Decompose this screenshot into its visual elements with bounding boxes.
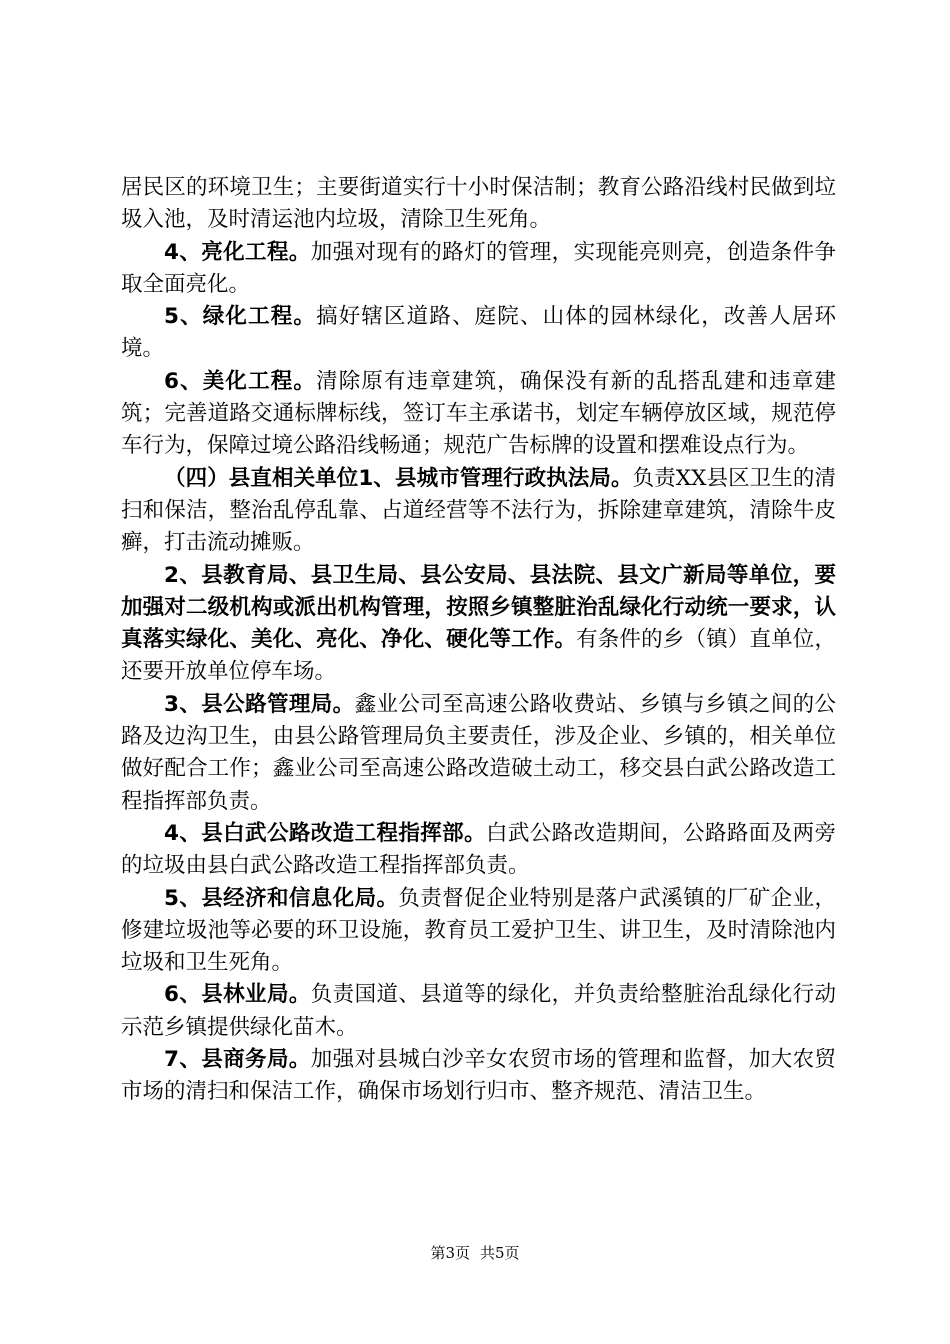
paragraph-heading: 2、县教育局、县卫生局、县公安局、县法院、县文广新局等单位，要加强对二级机构或派出机构管理，按照乡镇整脏治乱绿化行动统一要求，认真落实绿化、美化、亮化、净化、硬化等工作。 [121,562,836,653]
paragraph-education-bureau [121,560,836,689]
paragraph-beautification-project [121,366,836,463]
paragraph-heading: 4、县白武公路改造工程指挥部。 [164,820,486,846]
paragraph-forestry-bureau [121,979,836,1044]
paragraph-heading: 6、美化工程。 [164,368,317,394]
paragraph-heading: 3、县公路管理局。 [164,691,355,717]
paragraph-heading: 5、县经济和信息化局。 [164,885,399,911]
page-number: 第3页 [430,1244,470,1262]
paragraph-text: 有条件的乡（镇）直单位，还要开放单位停车场。 [121,627,836,685]
paragraph-heading: （四）县直相关单位1、县城市管理行政执法局。 [164,465,633,491]
paragraph-economy-bureau [121,883,836,980]
paragraph-text: 清除原有违章建筑，确保没有新的乱搭乱建和违章建筑；完善道路交通标牌标线，签订车主承诺书，划定车辆停放区域，规范停车行为，保障过境公路沿线畅通；规范广告标牌的设置和摆难设点行为。 [121,368,836,459]
paragraph-text: 搞好辖区道路、庭院、山体的园林绿化，改善人居环境。 [121,304,836,362]
document-body [121,172,836,1109]
paragraph-commerce-bureau [121,1044,836,1109]
paragraph-text: 加强对现有的路灯的管理，实现能亮则亮，创造条件争取全面亮化。 [121,239,836,297]
paragraph-heading: 7、县商务局。 [164,1047,311,1073]
page-total: 共5页 [480,1244,520,1262]
paragraph-heading: 5、绿化工程。 [164,304,317,330]
paragraph-text: 鑫业公司至高速公路收费站、乡镇与乡镇之间的公路及边沟卫生，由县公路管理局负主要责任，涉及企业、乡镇的，相关单位做好配合工作；鑫业公司至高速公路改造破土动工，移交县白武公路改造工程指挥部负责。 [121,691,836,814]
page-footer [0,1243,950,1263]
paragraph-text: 负责督促企业特别是落户武溪镇的厂矿企业，修建垃圾池等必要的环卫设施，教育员工爱护卫生、讲卫生，及时清除池内垃圾和卫生死角。 [121,885,836,976]
paragraph-lighting-project [121,237,836,302]
paragraph-heading: 6、县林业局。 [164,982,311,1008]
paragraph-text: 居民区的环境卫生；主要街道实行十小时保洁制；教育公路沿线村民做到垃圾入池，及时清运池内垃圾，清除卫生死角。 [121,175,836,233]
paragraph-continued [121,172,836,237]
paragraph-baiwu-road-hq [121,818,836,883]
paragraph-text: 负责国道、县道等的绿化，并负责给整脏治乱绿化行动示范乡镇提供绿化苗木。 [121,982,836,1040]
paragraph-text: 加强对县城白沙辛女农贸市场的管理和监督，加大农贸市场的清扫和保洁工作，确保市场划行归市、整齐规范、清洁卫生。 [121,1047,836,1105]
paragraph-heading: 4、亮化工程。 [164,239,311,265]
paragraph-text: 负责XX县区卫生的清扫和保洁，整治乱停乱靠、占道经营等不法行为，拆除建章建筑，清除牛皮癣，打击流动摊贩。 [121,465,836,556]
paragraph-highway-bureau [121,689,836,818]
paragraph-county-units [121,463,836,560]
paragraph-greening-project [121,301,836,366]
paragraph-text: 白武公路改造期间，公路路面及两旁的垃圾由县白武公路改造工程指挥部负责。 [121,820,836,879]
